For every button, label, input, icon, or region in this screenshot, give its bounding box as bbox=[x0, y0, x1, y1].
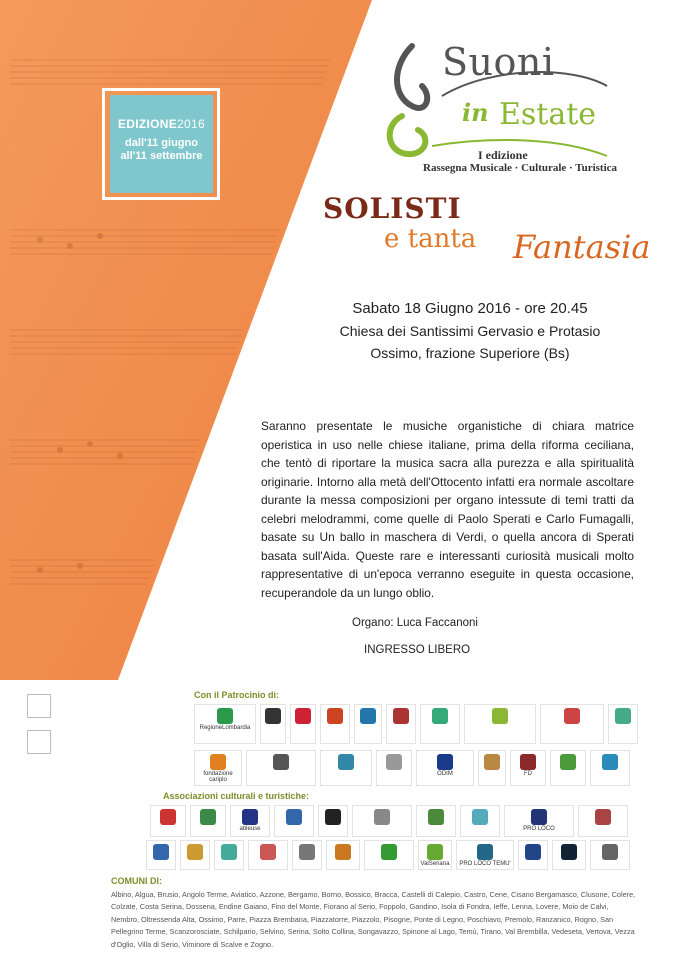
patron-logo bbox=[464, 704, 536, 744]
associations-title: Associazioni culturali e turistiche: bbox=[163, 791, 310, 801]
edition-year: 2016 bbox=[177, 117, 205, 131]
patron-logo-label: RegioneLombardia bbox=[199, 725, 251, 731]
event-info bbox=[300, 300, 640, 361]
event-description: Saranno presentate le musiche organistiche di chiara matrice operistica in uso nelle chiese italiane, prima della riforma ceciliana, che tentò di riportare la musica sacra alla purezza e alla spiritualità originarie. Intorno alla metà dell'Ottocento infatti era normale ascoltare durante la messa composizioni per organo intessute di temi tratti da celebri melodrammi, come quelle di Paolo Sperati e Carlo Fumagalli, basate su Un ballo in maschera di Verdi, o quella ancora di Sperati basata sull'Aida. Queste rare e interessanti curiosità musicali molto rappresentative di un'epoca verranno eseguite in questa occasione, recuperandole da un lungo oblio. bbox=[261, 419, 634, 600]
association-logo-label: PRO LOCO bbox=[523, 826, 555, 832]
association-logo bbox=[364, 840, 414, 870]
patron-logo bbox=[260, 704, 286, 744]
logo-title-in: in bbox=[462, 98, 489, 127]
organist: Organo: Luca Faccanoni bbox=[352, 617, 478, 629]
event-datetime: Sabato 18 Giugno 2016 - ore 20.45 bbox=[352, 300, 588, 317]
patron-logo-label: FD bbox=[524, 771, 532, 777]
association-logo bbox=[460, 805, 500, 837]
qr-code-icon bbox=[27, 730, 51, 754]
patron-logo bbox=[540, 704, 604, 744]
association-logo bbox=[292, 840, 322, 870]
contact-facebook[interactable] bbox=[27, 694, 167, 724]
entry-info: INGRESSO LIBERO bbox=[364, 644, 471, 656]
edition-date-end: all'11 settembre bbox=[120, 150, 203, 162]
logo-title-suoni: Suoni bbox=[442, 40, 555, 84]
association-logo bbox=[230, 805, 270, 837]
comuni-title: COMUNI DI: bbox=[111, 876, 162, 886]
association-logo bbox=[146, 840, 176, 870]
association-logo bbox=[590, 840, 630, 870]
show-title-e-tanta: e tanta bbox=[384, 224, 477, 254]
edition-label: EDIZIONE bbox=[118, 117, 178, 131]
contact-association[interactable] bbox=[27, 730, 167, 760]
patron-logo bbox=[194, 750, 242, 786]
patron-logo bbox=[416, 750, 474, 786]
instagram-icon bbox=[27, 766, 53, 792]
patronage-title: Con il Patrocinio di: bbox=[194, 690, 279, 700]
association-logo-label: ableuse bbox=[239, 826, 261, 832]
event-place: Ossimo, frazione Superiore (Bs) bbox=[370, 345, 570, 361]
patron-logo bbox=[354, 704, 382, 744]
show-title-solisti: SOLISTI bbox=[323, 192, 462, 225]
association-logo bbox=[504, 805, 574, 837]
contact-text: Cercaci su Instagram #suoniinestate2016 bbox=[54, 766, 111, 779]
patron-logo bbox=[290, 704, 316, 744]
logo-title-estate: Estate bbox=[499, 97, 597, 132]
patron-logo bbox=[246, 750, 316, 786]
contact-instagram[interactable] bbox=[27, 766, 167, 796]
patron-logo bbox=[320, 704, 350, 744]
patron-logo bbox=[386, 704, 416, 744]
contacts-list bbox=[27, 694, 167, 802]
association-logo bbox=[190, 805, 226, 837]
association-logo bbox=[274, 805, 314, 837]
comuni-list: Albino, Algua, Brusio, Angolo Terme, Aviatico, Azzone, Bergamo, Borno, Bossico, Bracca, Castelli di Calepio, Castro, Cene, Cisano Bergamasco, Clusone, Colere, Colzate, Costa Serina, Dossena, Endine Gaiano, Fino del Monte, Fiorano al Serio, Foppolo, Gandino, Isola di Fondra, Ieffe, Lenna, Lovere, Moio de Calvi, Nembro, Oltressenda Alta, Ossimo, Parre, Piazza Brembana, Piazzatorre, Piazzolo, Pisogne, Ponte di Legno, Poschiavo, Premolo, Ranzanico, Rogno, San Pellegrino Terme, Scanzorosciate, Schilpario, Selvino, Serina, Solto Collina, Songavazzo, Spinone al Lago, Temù, Tirano, Val Brembilla, Vedeseta, Vertova, Vezza d'Oglio, Villa di Serio, Viminore di Scalve e Zogno. bbox=[111, 890, 636, 949]
association-logo bbox=[552, 840, 586, 870]
association-logo bbox=[248, 840, 288, 870]
show-title-fantasia: Fantasia bbox=[513, 228, 651, 266]
patron-logo bbox=[510, 750, 546, 786]
patron-logo bbox=[478, 750, 506, 786]
logo-tagline: Rassegna Musicale · Culturale · Turistica bbox=[423, 162, 618, 174]
edition-date-start: dall'11 giugno bbox=[125, 137, 198, 149]
association-logo-label: ValSeriana bbox=[420, 861, 450, 867]
association-logo bbox=[180, 840, 210, 870]
patron-logo bbox=[320, 750, 372, 786]
association-logo bbox=[326, 840, 360, 870]
edition-badge bbox=[110, 95, 213, 193]
association-logo bbox=[150, 805, 186, 837]
association-logo bbox=[518, 840, 548, 870]
logo-edition: I edizione bbox=[478, 148, 528, 162]
association-logo bbox=[214, 840, 244, 870]
contact-text: Rassegna Musicale-Culturale Suoni in Estate bbox=[54, 694, 156, 707]
patron-logo bbox=[194, 704, 256, 744]
patron-logo bbox=[550, 750, 586, 786]
association-logo bbox=[418, 840, 452, 870]
edition-title bbox=[110, 117, 213, 131]
association-logo bbox=[416, 805, 456, 837]
event-venue: Chiesa dei Santissimi Gervasio e Protasio bbox=[339, 323, 601, 339]
edition-dates bbox=[110, 137, 213, 163]
patron-logo-label: ODIM bbox=[437, 771, 453, 777]
contact-text: Associazione Culturale "Al Chiaro di Luna" bbox=[54, 730, 150, 743]
patron-logo bbox=[590, 750, 630, 786]
patron-logo bbox=[376, 750, 412, 786]
association-logo-label: PRO LOCO TEMU' bbox=[459, 861, 511, 867]
qr-code-icon bbox=[27, 694, 51, 718]
patron-logo bbox=[608, 704, 638, 744]
patron-logo-label: fondazione cariplo bbox=[203, 771, 233, 783]
association-logo bbox=[456, 840, 514, 870]
association-logo bbox=[318, 805, 348, 837]
patron-logo bbox=[420, 704, 460, 744]
association-logo bbox=[578, 805, 628, 837]
association-logo bbox=[352, 805, 412, 837]
